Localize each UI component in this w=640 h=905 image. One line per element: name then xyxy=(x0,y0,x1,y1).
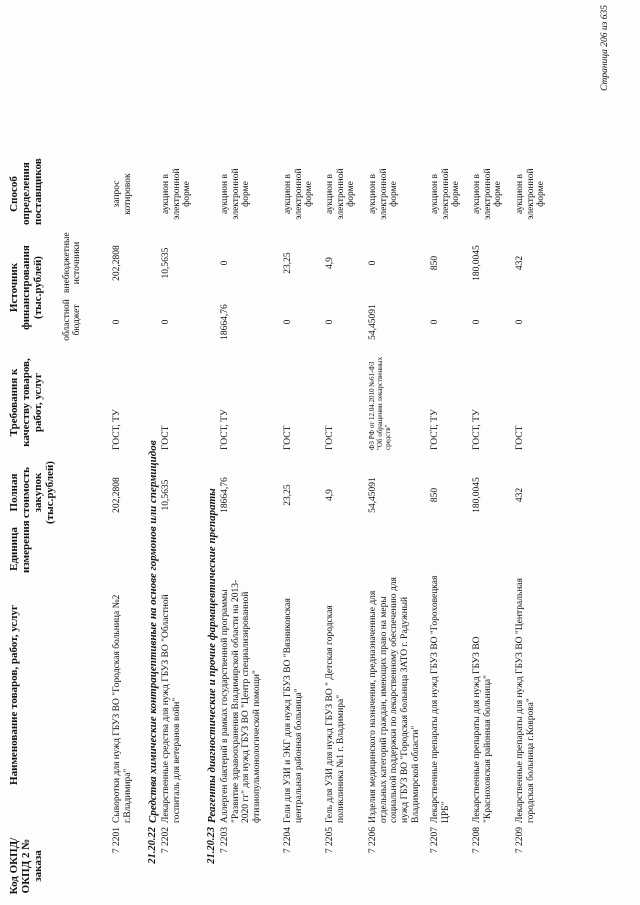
row-regional: 0 xyxy=(515,319,525,325)
row-extra: 0 xyxy=(368,260,378,266)
row-name: Аллерген бактерий в рамках государственной программы "Развитие здравоохранения Владимирской области на 2013-2020 гг" для нужд ГБУЗ ВО "Центр специализированной фтизиопульмонологической помощи" xyxy=(220,579,262,823)
header-name: Наименование товаров, работ, услуг xyxy=(8,605,20,785)
row-extra: 4,9 xyxy=(325,257,335,269)
row-method: аукцион в электронной форме xyxy=(220,168,252,220)
row-method: аукцион в электронной форме xyxy=(368,168,400,220)
row-method: аукцион в электронной форме xyxy=(283,168,315,220)
row-name: Изделия медицинского назначения, предназначенные для отдельных категорий граждан, имеющих право на меры социальной поддержки по лекарственному обеспечению для нужд ГБУЗ ВО "Городская больница ЗАТО г. Радужный Владимирской области" xyxy=(368,577,421,823)
row-name: Лекарственные препараты для нужд ГБУЗ ВО "Гороховецкая ЦРБ" xyxy=(430,575,451,823)
row-requirements: ГОСТ xyxy=(515,425,525,450)
row-cost: 10,5635 xyxy=(161,479,171,511)
row-cost: 4,9 xyxy=(325,489,335,501)
row-regional: 0 xyxy=(430,319,440,325)
row-requirements: ГОСТ, ТУ xyxy=(220,409,230,450)
section-title: Средства химические контрацептивные на основе гормонов или спермицидов xyxy=(147,440,159,823)
row-regional: 0 xyxy=(112,319,122,325)
header-source: Источник финансирования (тыс.рублей) xyxy=(8,245,45,330)
row-code: 7 2202 xyxy=(161,827,171,854)
row-name: Лекарственные препараты для нужд ГБУЗ ВО "Красноховская районная больница" xyxy=(472,636,493,823)
row-method: аукцион в электронной форме xyxy=(515,168,547,220)
row-extra: 850 xyxy=(430,255,440,271)
row-name: Гель для УЗИ для нужд ГБУЗ ВО " Детская городская поликлиника №1 г. Владимира" xyxy=(325,605,346,823)
header-source-regional: областной бюджет xyxy=(62,299,83,341)
header-code: Код ОКПД/ ОКПД 2 № заказа xyxy=(8,837,45,895)
section-code: 21.20.23 xyxy=(206,827,217,864)
row-name: Лекарственные средства для нужд ГБУЗ ВО "Областной госпиталь для ветеранов войн" xyxy=(161,594,182,823)
row-extra: 202,2808 xyxy=(112,245,122,281)
row-requirements: ГОСТ xyxy=(283,425,293,450)
row-method: аукцион в электронной форме xyxy=(325,168,357,220)
row-code: 7 2209 xyxy=(515,827,525,854)
row-method: аукцион в электронной форме xyxy=(472,168,504,220)
row-code: 7 2201 xyxy=(112,827,122,854)
row-cost: 180,0045 xyxy=(472,477,482,513)
header-requirements: Требования к качеству товаров, работ, услуг xyxy=(8,358,45,447)
row-regional: 0 xyxy=(472,319,482,325)
row-cost: 850 xyxy=(430,487,440,503)
row-requirements: ГОСТ, ТУ xyxy=(430,409,440,450)
row-requirements: ГОСТ, ТУ xyxy=(472,409,482,450)
row-cost: 23,25 xyxy=(283,484,293,506)
row-requirements: ГОСТ xyxy=(161,425,171,450)
row-regional: 0 xyxy=(325,319,335,325)
row-regional: 18664,76 xyxy=(220,304,230,340)
row-requirements: ГОСТ xyxy=(325,425,335,450)
section-title: Реагенты диагностические и прочие фармацевтические препараты xyxy=(206,488,218,823)
row-code: 7 2203 xyxy=(220,827,230,854)
row-name: Гели для УЗИ и ЭКГ для нужд ГБУЗ ВО "Вязниковская центральная районная больница" xyxy=(283,598,304,823)
row-regional: 0 xyxy=(283,319,293,325)
row-name: Сыворотки для нужд ГБУЗ ВО "Городская больница №2 г.Владимира" xyxy=(112,594,133,823)
row-method: аукцион в электронной форме xyxy=(161,168,193,220)
row-method: запрос котировок xyxy=(112,173,133,215)
row-method: аукцион в электронной форме xyxy=(430,168,462,220)
row-code: 7 2208 xyxy=(472,827,482,854)
header-method: Способ определения поставщиков xyxy=(8,158,45,225)
row-cost: 18664,76 xyxy=(220,477,230,513)
row-requirements: ГОСТ, ТУ xyxy=(112,409,122,450)
row-extra: 432 xyxy=(515,255,525,271)
row-cost: 432 xyxy=(515,487,525,503)
header-source-extra: внебюджетные источники xyxy=(62,232,83,293)
header-cost: Полная стоимость закупок (тыс.рублей) xyxy=(8,461,57,524)
row-regional: 0 xyxy=(161,319,171,325)
row-code: 7 2205 xyxy=(325,827,335,854)
row-code: 7 2204 xyxy=(283,827,293,854)
page-number: Страница 206 из 635 xyxy=(600,5,610,91)
row-cost: 54,45091 xyxy=(368,477,378,513)
row-regional: 54,45091 xyxy=(368,304,378,340)
row-code: 7 2207 xyxy=(430,827,440,854)
row-cost: 202,2808 xyxy=(112,477,122,513)
row-extra: 180,0045 xyxy=(472,245,482,281)
section-code: 21.20.22 xyxy=(147,827,158,864)
row-extra: 10,5635 xyxy=(161,247,171,279)
header-unit: Единица измерения xyxy=(8,520,33,573)
row-extra: 23,25 xyxy=(283,252,293,274)
row-extra: 0 xyxy=(220,260,230,266)
row-requirements: ФЗ РФ от 12.04.2010 №61-ФЗ "Об обращении лекарственных средств" xyxy=(368,356,393,450)
row-name: Лекарственные препараты для нужд ГБУЗ ВО "Центральная городская больница г.Коврова" xyxy=(515,578,536,823)
row-code: 7 2206 xyxy=(368,827,378,854)
